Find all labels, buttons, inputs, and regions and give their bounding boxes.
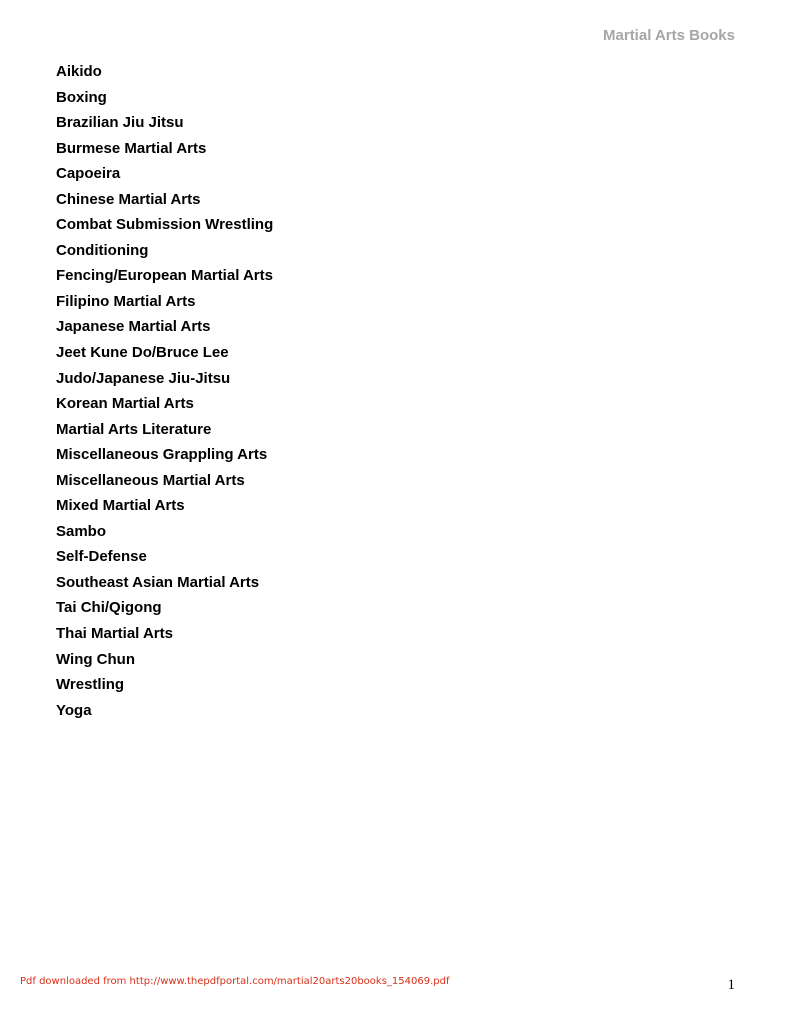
category-item: Yoga bbox=[56, 701, 92, 719]
category-item: Conditioning bbox=[56, 241, 149, 259]
category-item: Fencing/European Martial Arts bbox=[56, 267, 273, 285]
category-item: Combat Submission Wrestling bbox=[56, 216, 274, 234]
category-item: Sambo bbox=[56, 522, 107, 540]
category-item: Jeet Kune Do/Bruce Lee bbox=[56, 344, 229, 362]
category-item: Miscellaneous Grappling Arts bbox=[56, 446, 268, 464]
category-item: Brazilian Jiu Jitsu bbox=[56, 114, 184, 132]
category-item: Southeast Asian Martial Arts bbox=[56, 573, 260, 591]
category-item: Chinese Martial Arts bbox=[56, 190, 201, 208]
page-header-title: Martial Arts Books bbox=[603, 27, 735, 44]
category-item: Self-Defense bbox=[56, 548, 147, 566]
category-item: Wing Chun bbox=[56, 650, 136, 668]
category-item: Thai Martial Arts bbox=[56, 625, 173, 643]
category-item: Aikido bbox=[56, 63, 102, 80]
category-item: Capoeira bbox=[56, 165, 121, 183]
category-item: Tai Chi/Qigong bbox=[56, 599, 162, 617]
page-number: 1 bbox=[727, 977, 735, 993]
category-item: Korean Martial Arts bbox=[56, 395, 194, 413]
category-item: Burmese Martial Arts bbox=[56, 139, 207, 157]
category-item: Wrestling bbox=[56, 676, 125, 694]
category-item: Filipino Martial Arts bbox=[56, 292, 196, 310]
category-item: Boxing bbox=[56, 88, 107, 106]
category-item: Mixed Martial Arts bbox=[56, 497, 185, 515]
category-item: Judo/Japanese Jiu-Jitsu bbox=[56, 369, 231, 387]
category-list bbox=[56, 61, 273, 725]
category-item: Japanese Martial Arts bbox=[56, 318, 211, 336]
category-item: Miscellaneous Martial Arts bbox=[56, 471, 245, 489]
footer-source-link[interactable]: Pdf downloaded from http://www.thepdfportal.com/martial20arts20books_154069.pdf bbox=[20, 976, 450, 987]
category-item: Martial Arts Literature bbox=[56, 420, 212, 438]
